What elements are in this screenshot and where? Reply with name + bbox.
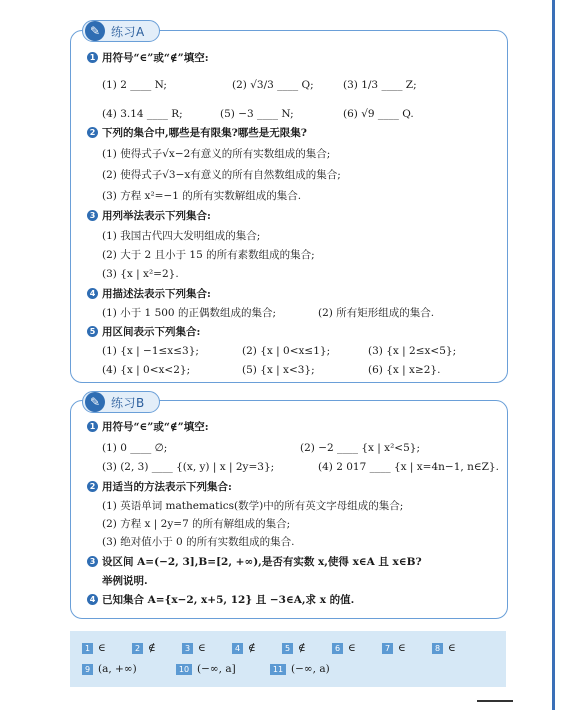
a-q1-item: (2) √3/3 ____ Q;: [232, 79, 314, 91]
b-q2-item: (2) 方程 x | 2y=7 的所有解组成的集合;: [102, 518, 291, 530]
answer-number: 10: [176, 664, 192, 675]
answer-value: (−∞, a]: [197, 663, 236, 675]
a-q2-item: (2) 使得式子√3−x有意义的所有自然数组成的集合;: [102, 169, 341, 181]
b-q2: [87, 480, 232, 494]
a-q1-item: (4) 3.14 ____ R;: [102, 108, 183, 120]
a-q3-item: (1) 我国古代四大发明组成的集合;: [102, 230, 261, 242]
b-q3-prompt-line2: 举例说明.: [102, 575, 148, 587]
b-q2-item: (3) 绝对值小于 0 的所有实数组成的集合.: [102, 536, 295, 548]
a-q3-prompt: 用列举法表示下列集合:: [102, 210, 211, 222]
b-q3-number: 3: [87, 556, 98, 567]
pencil-icon: ✎: [85, 392, 105, 412]
pencil-icon: ✎: [85, 21, 105, 41]
a-q5-prompt: 用区间表示下列集合:: [102, 326, 201, 338]
answer-value: ∉: [248, 642, 256, 654]
b-q1-number: 1: [87, 421, 98, 432]
answer-item: [382, 641, 406, 655]
a-q5-number: 5: [87, 326, 98, 337]
page-footer-rule: [477, 700, 513, 702]
answer-item: [82, 662, 137, 676]
answer-value: ∈: [98, 642, 106, 654]
b-q1-item: (1) 0 ____ ∅;: [102, 442, 168, 454]
a-q1-item: (5) −3 ____ N;: [220, 108, 294, 120]
a-q4: [87, 287, 211, 301]
a-q5-item: (1) {x | −1≤x≤3};: [102, 345, 199, 357]
answer-value: (a, +∞): [98, 663, 137, 675]
a-q1-item: (1) 2 ____ N;: [102, 79, 167, 91]
answer-item: [182, 641, 206, 655]
answer-item: [176, 662, 236, 676]
b-q1-prompt: 用符号“∈”或“∉”填空:: [102, 421, 209, 433]
answer-number: 11: [270, 664, 286, 675]
a-q2-prompt: 下列的集合中,哪些是有限集?哪些是无限集?: [102, 127, 307, 139]
a-q3-number: 3: [87, 210, 98, 221]
answer-number: 2: [132, 643, 143, 654]
b-q1-item: (2) −2 ____ {x | x²<5};: [300, 442, 421, 454]
answer-number: 9: [82, 664, 93, 675]
b-q1-item: (4) 2 017 ____ {x | x=4n−1, n∈Z}.: [318, 461, 499, 473]
answer-number: 5: [282, 643, 293, 654]
a-q3-item: (3) {x | x²=2}.: [102, 268, 179, 280]
answer-number: 6: [332, 643, 343, 654]
b-q2-item: (1) 英语单词 mathematics(数学)中的所有英文字母组成的集合;: [102, 500, 404, 512]
b-q3-prompt: 设区间 A=(−2, 3],B=[2, +∞),是否有实数 x,使得 x∈A 且 x∈B?: [102, 556, 422, 568]
answer-item: [82, 641, 106, 655]
a-q4-item: (2) 所有矩形组成的集合.: [318, 307, 435, 319]
answer-item: [332, 641, 356, 655]
page-edge-line: [552, 0, 555, 710]
b-q1-item: (3) (2, 3) ____ {(x, y) | x | 2y=3};: [102, 461, 275, 473]
exercise-a-badge: [82, 20, 160, 42]
exercise-a-title: 练习A: [111, 24, 145, 39]
answer-value: (−∞, a): [291, 663, 330, 675]
a-q2: [87, 126, 307, 140]
a-q5: [87, 325, 200, 339]
a-q4-prompt: 用描述法表示下列集合:: [102, 288, 211, 300]
a-q5-item: (4) {x | 0<x<2};: [102, 364, 191, 376]
exercise-b-title: 练习B: [111, 395, 145, 410]
exercise-b-badge: [82, 391, 160, 413]
a-q5-item: (3) {x | 2≤x<5};: [368, 345, 457, 357]
answer-item: [132, 641, 156, 655]
a-q5-item: (5) {x | x<3};: [242, 364, 315, 376]
answer-item: [232, 641, 256, 655]
answer-item: [282, 641, 306, 655]
a-q3-item: (2) 大于 2 且小于 15 的所有素数组成的集合;: [102, 249, 315, 261]
a-q3: [87, 209, 211, 223]
a-q2-item: (3) 方程 x²=−1 的所有实数解组成的集合.: [102, 190, 302, 202]
answer-value: ∈: [448, 642, 456, 654]
answer-number: 1: [82, 643, 93, 654]
b-q1: [87, 420, 209, 434]
answer-number: 3: [182, 643, 193, 654]
b-q4-prompt: 已知集合 A={x−2, x+5, 12} 且 −3∈A,求 x 的值.: [102, 594, 355, 606]
a-q1: [87, 51, 209, 65]
b-q2-number: 2: [87, 481, 98, 492]
b-q4-number: 4: [87, 594, 98, 605]
a-q2-item: (1) 使得式子√x−2有意义的所有实数组成的集合;: [102, 148, 331, 160]
b-q3: [87, 555, 422, 569]
a-q1-item: (3) 1/3 ____ Z;: [343, 79, 417, 91]
answer-value: ∈: [348, 642, 356, 654]
answer-value: ∈: [198, 642, 206, 654]
answer-value: ∉: [298, 642, 306, 654]
answer-item: [432, 641, 456, 655]
a-q2-number: 2: [87, 127, 98, 138]
a-q1-prompt: 用符号“∈”或“∉”填空:: [102, 52, 209, 64]
a-q1-item: (6) √9 ____ Q.: [343, 108, 414, 120]
a-q5-item: (6) {x | x≥2}.: [368, 364, 441, 376]
a-q5-item: (2) {x | 0<x≤1};: [242, 345, 331, 357]
a-q4-number: 4: [87, 288, 98, 299]
answer-value: ∈: [398, 642, 406, 654]
b-q2-prompt: 用适当的方法表示下列集合:: [102, 481, 232, 493]
b-q4: [87, 593, 354, 607]
answer-number: 7: [382, 643, 393, 654]
a-q4-item: (1) 小于 1 500 的正偶数组成的集合;: [102, 307, 276, 319]
answer-number: 8: [432, 643, 443, 654]
answer-number: 4: [232, 643, 243, 654]
answer-item: [270, 662, 330, 676]
a-q1-number: 1: [87, 52, 98, 63]
answer-value: ∉: [148, 642, 156, 654]
answer-strip: [70, 631, 506, 687]
